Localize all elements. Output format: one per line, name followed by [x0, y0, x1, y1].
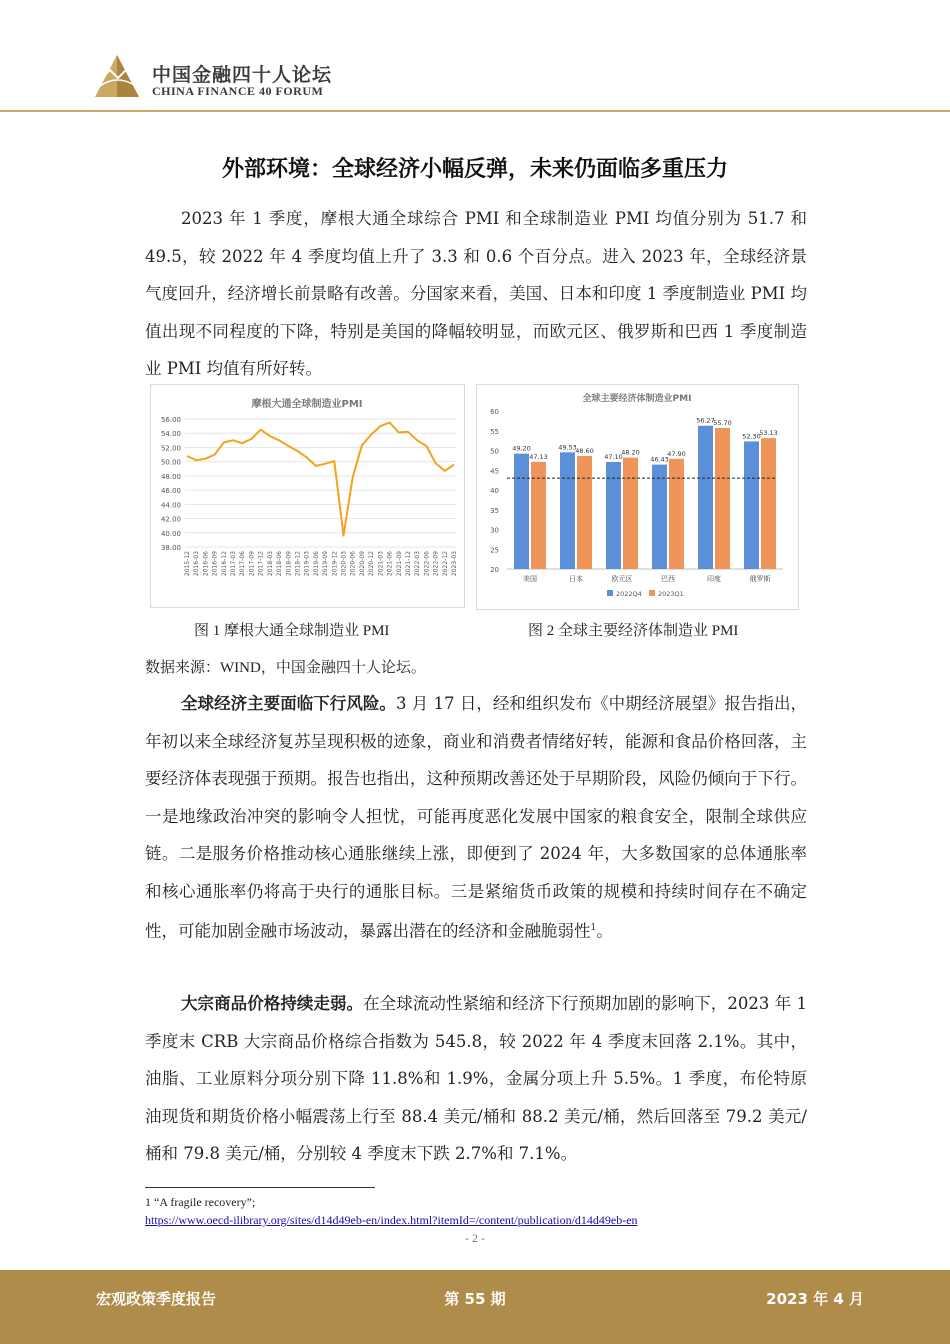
- y-tick-label: 38.00: [160, 544, 181, 552]
- data-label: 53.13: [759, 429, 778, 438]
- y-tick-label: 40: [490, 487, 499, 495]
- paragraph-text: 2023 年 1 季度，摩根大通全球综合 PMI 和全球制造业 PMI 均值分别为 51.7 和 49.5，较 2022 年 4 季度均值上升了 3.3 和 0.6 个百分点。进入 2023 年，全球经济景气度回升，经济增长前景略有改善。分国家来看，美国、日本和印度 1 季度制造业 PMI 均值出现不同程度的下降，特别是美国的降幅较明显，而欧元区、俄罗斯和巴西 1 季度制造业 PMI 均值有所好转。: [145, 209, 807, 378]
- x-tick-label: 2022-06: [423, 551, 431, 577]
- bar: [652, 465, 667, 569]
- paragraph-risks: [145, 685, 807, 950]
- x-tick-label: 2022-03: [414, 551, 422, 577]
- footnote-text: 1 “A fragile recovery”;: [145, 1195, 256, 1209]
- paragraph-text: [145, 985, 807, 1173]
- bar: [715, 428, 730, 569]
- footer-issue: 第 55 期: [444, 1290, 506, 1308]
- y-tick-label: 48.00: [160, 472, 181, 481]
- category-label: 巴西: [661, 575, 675, 583]
- paragraph-intro: [145, 200, 807, 388]
- y-tick-label: 25: [490, 546, 499, 555]
- legend-swatch: [649, 590, 655, 596]
- y-tick-label: 46.00: [160, 487, 181, 496]
- x-tick-label: 2016-06: [202, 551, 210, 577]
- data-label: 46.43: [650, 455, 669, 464]
- paragraph-text: [145, 685, 807, 950]
- legend-label: 2023Q1: [658, 590, 684, 598]
- category-label: 美国: [523, 575, 537, 583]
- org-name-cn: 中国金融四十人论坛: [152, 64, 333, 86]
- forum-logo-icon: [92, 52, 142, 100]
- x-tick-label: 2022-09: [432, 551, 440, 577]
- y-tick-label: 54.00: [160, 430, 181, 439]
- data-label: 48.60: [575, 447, 594, 456]
- chart-title: 摩根大通全球制造业PMI: [251, 399, 363, 410]
- footnote-link[interactable]: https://www.oecd-ilibrary.org/sites/d14d49eb-en/index.html?itemId=/content/publication/d14d49eb-en: [145, 1213, 638, 1227]
- x-tick-label: 2018-09: [285, 551, 293, 577]
- category-label: 日本: [569, 575, 583, 583]
- bar: [623, 458, 638, 569]
- data-label: 52.30: [742, 432, 761, 441]
- org-name-en: CHINA FINANCE 40 FORUM: [152, 84, 324, 98]
- y-tick-label: 50: [490, 447, 499, 456]
- x-tick-label: 2017-06: [239, 551, 247, 577]
- x-tick-label: 2017-09: [248, 551, 256, 577]
- x-tick-label: 2021-12: [404, 551, 412, 577]
- category-label: 欧元区: [611, 575, 633, 583]
- footnote-ref[interactable]: 1: [590, 923, 597, 933]
- x-tick-label: 2018-12: [294, 551, 302, 577]
- x-tick-label: 2017-03: [230, 551, 238, 577]
- y-tick-label: 55: [490, 427, 499, 436]
- x-tick-label: 2020-09: [358, 551, 366, 577]
- x-tick-label: 2019-09: [322, 551, 330, 577]
- x-tick-label: 2021-09: [395, 551, 403, 577]
- paragraph-lead: 全球经济主要面临下行风险。: [181, 694, 396, 713]
- y-tick-label: 50.00: [160, 458, 181, 467]
- x-tick-label: 2020-12: [368, 551, 376, 577]
- y-tick-label: 20: [490, 566, 499, 574]
- category-label: 俄罗斯: [749, 575, 771, 583]
- footer-report-name: 宏观政策季度报告: [96, 1290, 217, 1308]
- chart-title: 全球主要经济体制造业PMI: [582, 394, 692, 404]
- paragraph-body: 在全球流动性紧缩和经济下行预期加剧的影响下，2023 年 1 季度末 CRB 大宗商品价格综合指数为 545.8，较 2022 年 4 季度末回落 2.1%。其中，油脂、工业原料分项分别下降 11.8%和 1.9%，金属分项上升 5.5%。1 季度，布伦特原油现货和期货价格小幅震荡上行至 88.4 美元/桶和 88.2 美元/桶，然后回落至 79.2 美元/桶和 79.8 美元/桶，分别较 4 季度末下跌 2.7%和 7.1%。: [145, 994, 808, 1163]
- x-tick-label: 2019-03: [303, 551, 311, 577]
- x-tick-label: 2016-03: [193, 551, 201, 577]
- y-tick-label: 40.00: [160, 529, 181, 538]
- x-tick-label: 2018-06: [276, 551, 284, 577]
- paragraph-end: 。: [596, 921, 613, 941]
- bar: [560, 452, 575, 569]
- x-tick-label: 2015-12: [184, 551, 191, 577]
- bar: [744, 441, 759, 569]
- chart-economies-pmi: [476, 384, 799, 610]
- y-tick-label: 52.00: [160, 444, 181, 453]
- chart-jpm-pmi: [150, 384, 465, 608]
- footnote-divider: [145, 1187, 375, 1188]
- y-tick-label: 56.00: [160, 416, 181, 424]
- x-tick-label: 2016-12: [220, 551, 228, 577]
- x-tick-label: 2022-12: [441, 551, 449, 577]
- data-source: 数据来源：WIND，中国金融四十人论坛。: [145, 660, 426, 676]
- data-label: 56.27: [696, 416, 715, 425]
- bar: [577, 456, 592, 569]
- paragraph-commodities: [145, 985, 807, 1173]
- paragraph-lead: 大宗商品价格持续走弱。: [181, 994, 364, 1013]
- bar: [698, 426, 713, 569]
- data-label: 49.53: [558, 443, 577, 452]
- data-label: 49.20: [512, 444, 531, 453]
- x-tick-label: 2018-03: [266, 551, 274, 577]
- line-chart-svg: [151, 385, 464, 607]
- x-tick-label: 2019-06: [312, 551, 320, 577]
- footer-date: 2023 年 4 月: [766, 1290, 864, 1308]
- bar: [669, 459, 684, 569]
- data-label: 47.13: [529, 452, 548, 461]
- header-divider: [0, 110, 950, 112]
- x-tick-label: 2023-03: [451, 551, 458, 577]
- data-label: 48.20: [621, 448, 640, 457]
- paragraph-body: 3 月 17 日，经和组织发布《中期经济展望》报告指出，年初以来全球经济复苏呈现积极的迹象，商业和消费者情绪好转，能源和食品价格回落，主要经济体表现强于预期。报告也指出，这种预期改善还处于早期阶段，风险仍倾向于下行。一是地缘政治冲突的影响令人担忧，可能再度恶化发展中国家的粮食安全，限制全球供应链。二是服务价格推动核心通胀继续上涨，即便到了 2024 年，大多数国家的总体通胀率和核心通胀率仍将高于央行的通胀目标。三是紧缩货币政策的规模和持续时间存在不确定性，可能加剧金融市场波动，暴露出潜在的经济和金融脆弱性: [145, 694, 808, 941]
- bar: [761, 438, 776, 569]
- figure-1-caption: 图 1 摩根大通全球制造业 PMI: [194, 623, 390, 639]
- y-tick-label: 35: [490, 506, 499, 515]
- y-tick-label: 44.00: [160, 501, 181, 510]
- legend-label: 2022Q4: [616, 590, 642, 598]
- bar-chart-svg: [477, 385, 798, 609]
- x-tick-label: 2017-12: [257, 551, 265, 577]
- legend-swatch: [607, 590, 613, 596]
- data-label: 47.10: [604, 452, 623, 461]
- x-tick-label: 2020-06: [349, 551, 357, 577]
- y-tick-label: 42.00: [160, 515, 181, 524]
- data-label: 55.70: [713, 418, 732, 427]
- y-tick-label: 45: [490, 467, 499, 476]
- figure-2-caption: 图 2 全球主要经济体制造业 PMI: [528, 623, 739, 639]
- data-label: 47.90: [667, 449, 686, 458]
- x-tick-label: 2019-12: [331, 551, 339, 577]
- category-label: 印度: [707, 575, 721, 583]
- x-tick-label: 2021-06: [386, 551, 394, 577]
- y-tick-label: 60: [490, 408, 499, 416]
- x-tick-label: 2016-09: [211, 551, 219, 577]
- bar: [514, 454, 529, 569]
- section-title: 外部环境：全球经济小幅反弹，未来仍面临多重压力: [221, 157, 728, 182]
- x-tick-label: 2020-03: [340, 551, 348, 577]
- page-number: - 2 -: [465, 1231, 485, 1245]
- y-tick-label: 30: [490, 526, 499, 535]
- x-tick-label: 2021-03: [377, 551, 385, 577]
